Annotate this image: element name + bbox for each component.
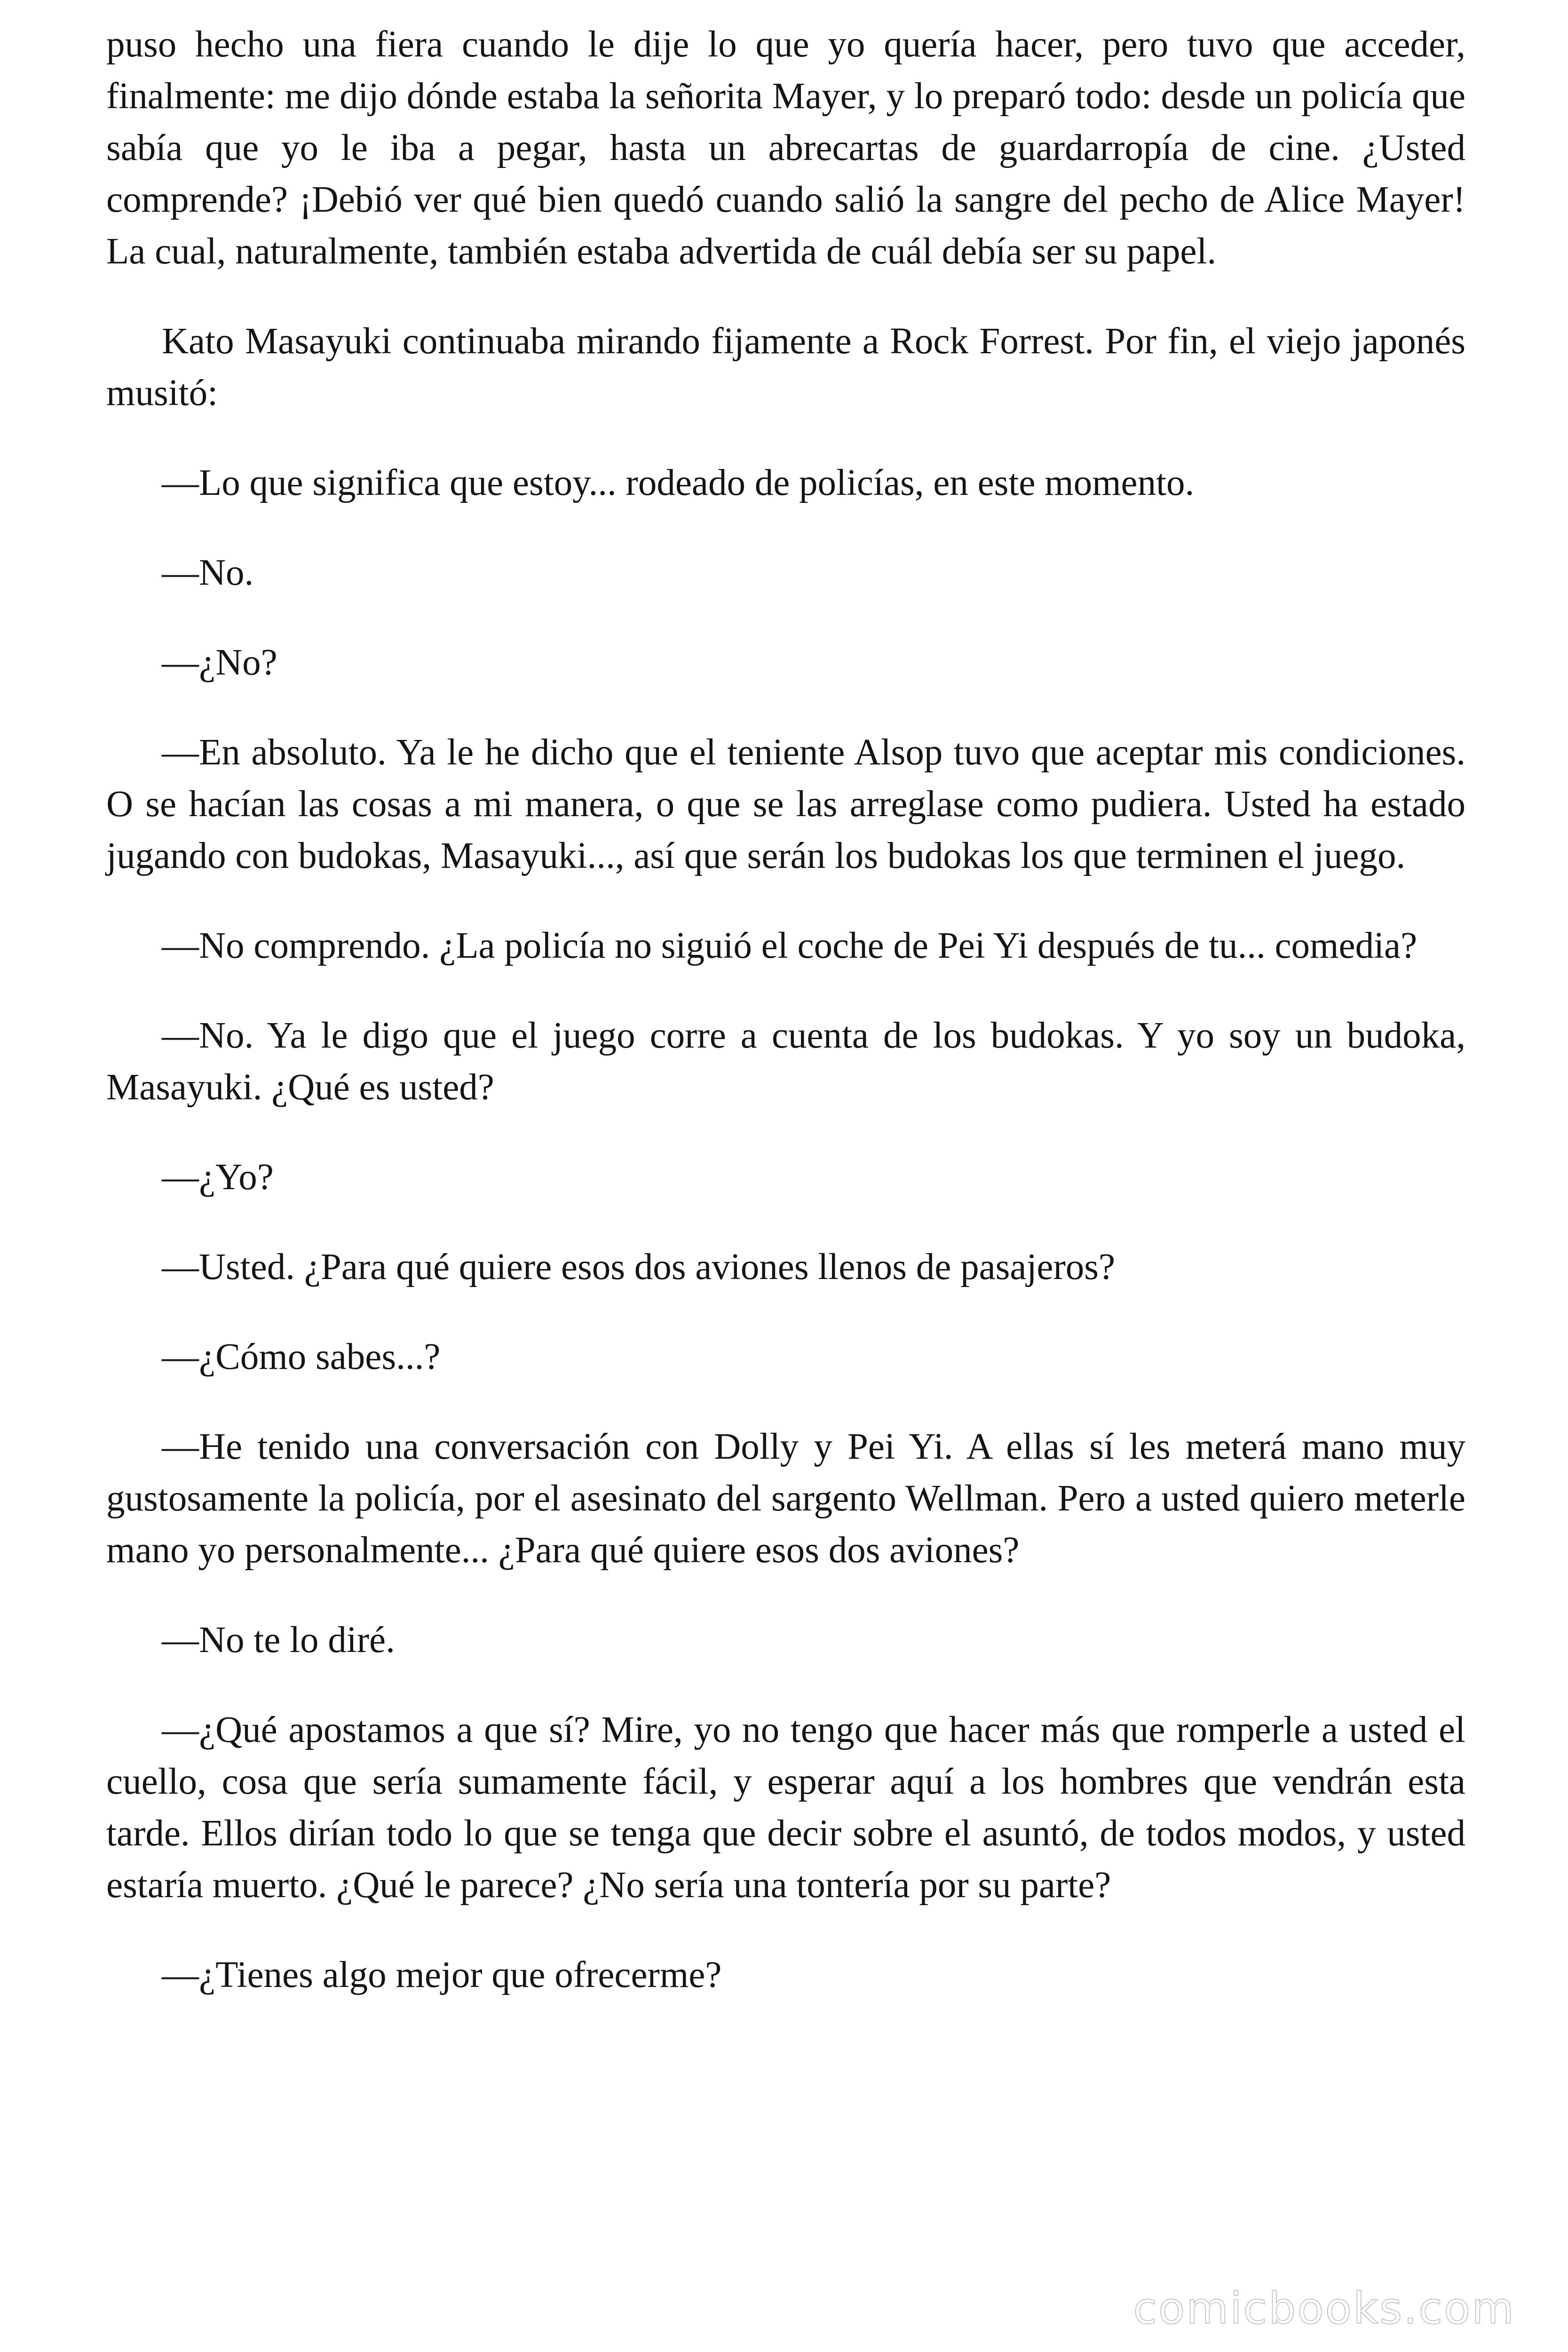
- paragraph-14: —¿Qué apostamos a que sí? Mire, yo no tengo que hacer más que romperle a usted el cuello, cosa que sería sumamente fácil, y esperar aquí a los hombres que vendrán esta tarde. Ellos dirían todo lo que se tenga que decir sobre el asuntó, de todos modos, y usted estaría muerto. ¿Qué le parece? ¿No sería una tontería por su parte?: [106, 1709, 1465, 1906]
- paragraph-5: —¿No?: [162, 642, 277, 683]
- paragraph-6: —En absoluto. Ya le he dicho que el teniente Alsop tuvo que aceptar mis condiciones. O se hacían las cosas a mi manera, o que se las arreglase como pudiera. Usted ha estado jugando con budokas, Masayuki..., así que serán los budokas los que terminen el juego.: [106, 732, 1465, 876]
- paragraph-15: —¿Tienes algo mejor que ofrecerme?: [162, 1955, 722, 1995]
- paragraph-9: —¿Yo?: [162, 1157, 274, 1198]
- page-text: [106, 19, 1465, 2001]
- paragraph-4: —No.: [162, 552, 254, 593]
- watermark-logo: comicbooks.com: [1133, 2283, 1515, 2334]
- paragraph-10: —Usted. ¿Para qué quiere esos dos aviones llenos de pasajeros?: [162, 1247, 1116, 1287]
- paragraph-7: —No comprendo. ¿La policía no siguió el coche de Pei Yi después de tu... comedia?: [162, 925, 1418, 966]
- paragraph-13: —No te lo diré.: [162, 1620, 395, 1661]
- paragraph-8: —No. Ya le digo que el juego corre a cuenta de los budokas. Y yo soy un budoka, Masayuki. ¿Qué es usted?: [106, 1015, 1465, 1108]
- paragraph-3: —Lo que significa que estoy... rodeado de policías, en este momento.: [162, 462, 1195, 503]
- paragraph-1: puso hecho una fiera cuando le dije lo que yo quería hacer, pero tuvo que acceder, finalmente: me dijo dónde estaba la señorita Mayer, y lo preparó todo: desde un policía que sabía que yo le iba a pegar, hasta un abrecartas de guardarropía de cine. ¿Usted comprende? ¡Debió ver qué bien quedó cuando salió la sangre del pecho de Alice Mayer! La cual, naturalmente, también estaba advertida de cuál debía ser su papel.: [106, 24, 1465, 272]
- paragraph-12: —He tenido una conversación con Dolly y Pei Yi. A ellas sí les meterá mano muy gustosamente la policía, por el asesinato del sargento Wellman. Pero a usted quiero meterle mano yo personalmente... ¿Para qué quiere esos dos aviones?: [106, 1426, 1465, 1571]
- paragraph-11: —¿Cómo sabes...?: [162, 1336, 441, 1377]
- paragraph-2: Kato Masayuki continuaba mirando fijamente a Rock Forrest. Por fin, el viejo japonés musitó:: [106, 321, 1465, 413]
